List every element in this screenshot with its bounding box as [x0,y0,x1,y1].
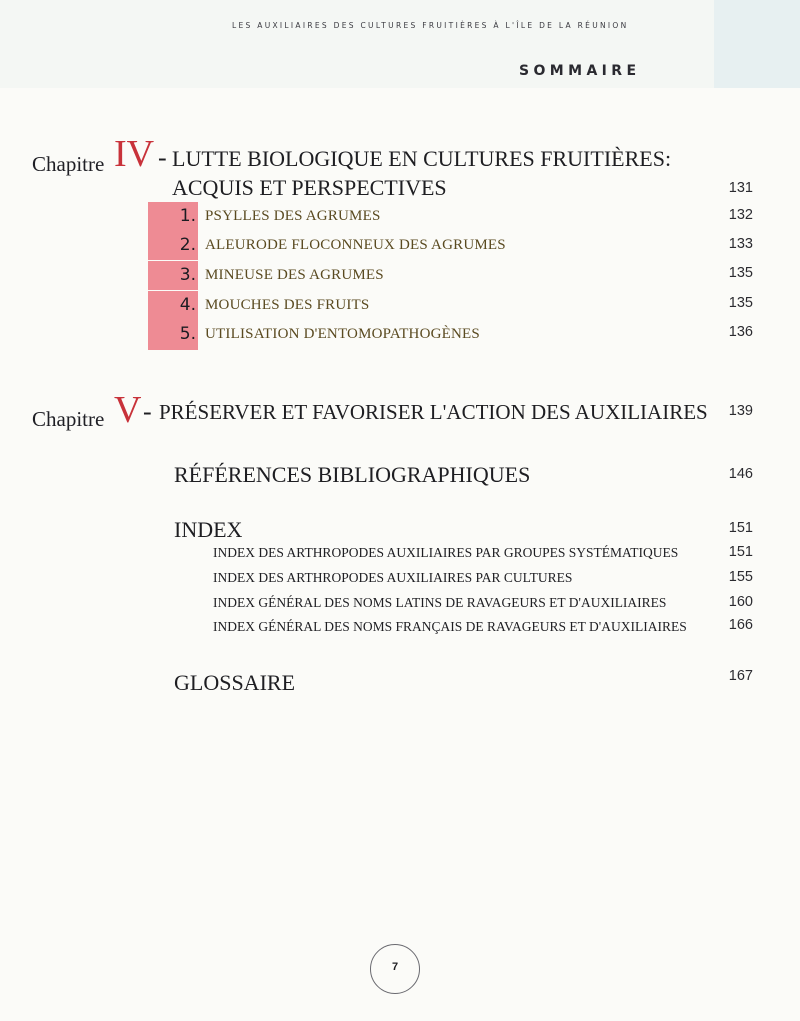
chapter-title-line1[interactable]: PRÉSERVER ET FAVORISER L'ACTION DES AUXILIAIRES [159,400,708,424]
chapter-dash: - [143,397,152,426]
section-title: SOMMAIRE [519,63,641,79]
chapter-word: Chapitre [32,152,105,176]
references-page: 146 [728,466,753,482]
references-label[interactable]: RÉFÉRENCES BIBLIOGRAPHIQUES [174,462,531,487]
chapter-word: Chapitre [32,407,105,431]
section-page: 135 [728,265,753,281]
glossary-page: 167 [728,668,753,684]
section-label[interactable]: UTILISATION D'ENTOMOPATHOGÈNES [205,326,480,342]
index-page: 151 [728,520,753,536]
section-label[interactable]: MOUCHES DES FRUITS [205,297,370,313]
section-number-box [148,231,198,260]
section-page: 135 [728,295,753,311]
chapter-title-line1[interactable]: LUTTE BIOLOGIQUE EN CULTURES FRUITIÈRES: [172,146,672,171]
index-item-page: 160 [728,594,753,610]
glossary-label[interactable]: GLOSSAIRE [174,670,296,695]
index-item-page: 151 [728,544,753,560]
page-number-badge [370,944,420,994]
section-label[interactable]: MINEUSE DES AGRUMES [205,267,384,283]
section-number: 4. [179,295,196,315]
section-label[interactable]: PSYLLES DES AGRUMES [205,208,381,224]
chapter-page: 131 [728,180,753,196]
section-number-box [148,202,198,231]
section-number: 2. [179,235,196,255]
index-item-label[interactable]: INDEX GÉNÉRAL DES NOMS FRANÇAIS DE RAVAGEURS ET D'AUXILIAIRES [213,619,687,634]
header-band [0,0,800,88]
header-accent [714,0,800,88]
section-number-box [148,320,198,350]
section-number: 3. [179,265,196,285]
chapter-page: 139 [728,403,753,419]
section-page: 132 [728,207,753,223]
section-number: 5. [179,324,196,344]
chapter-numeral: V [114,389,142,431]
section-number: 1. [179,206,196,226]
running-title: LES AUXILIAIRES DES CULTURES FRUITIÈRES À L'ÎLE DE LA RÉUNION [232,21,629,30]
page-number: 7 [391,961,399,973]
chapter-title-line2[interactable]: ACQUIS ET PERSPECTIVES [172,175,447,200]
index-item-label[interactable]: INDEX DES ARTHROPODES AUXILIAIRES PAR GROUPES SYSTÉMATIQUES [213,545,679,560]
index-item-label[interactable]: INDEX GÉNÉRAL DES NOMS LATINS DE RAVAGEURS ET D'AUXILIAIRES [213,595,667,610]
index-label[interactable]: INDEX [174,517,243,542]
chapter-dash: - [158,143,167,172]
section-label[interactable]: ALEURODE FLOCONNEUX DES AGRUMES [205,237,506,253]
index-item-page: 166 [728,617,753,633]
section-page: 136 [728,324,753,340]
section-page: 133 [728,236,753,252]
section-number-box [148,261,198,290]
index-item-page: 155 [728,569,753,585]
section-number-box [148,291,198,320]
index-item-label[interactable]: INDEX DES ARTHROPODES AUXILIAIRES PAR CULTURES [213,570,573,585]
chapter-numeral: IV [114,133,155,175]
